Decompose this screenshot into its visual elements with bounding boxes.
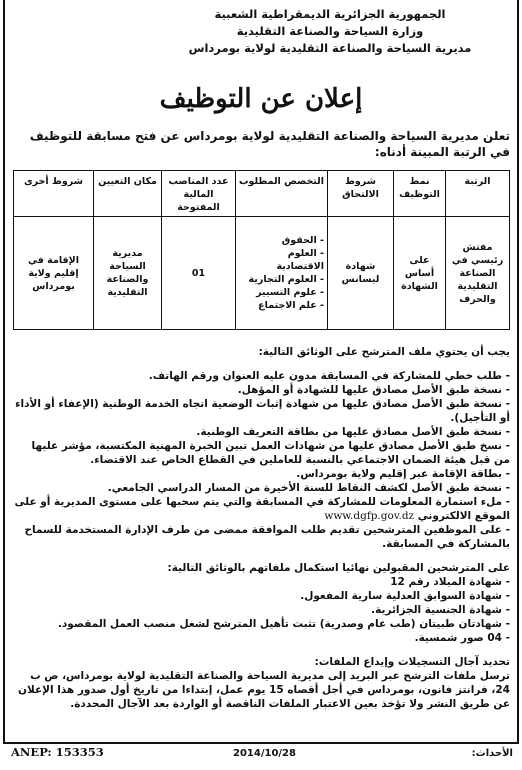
table-row [14, 217, 510, 330]
positions-table [13, 170, 510, 330]
list-item [12, 495, 510, 523]
specialty-item: الاقتصادية [276, 261, 324, 272]
cell-place: مديرية السياحة والصناعة التقليدية [94, 217, 162, 330]
anep-reference: ANEP: 153353 [11, 745, 104, 759]
newspaper-name: الأحداث: [471, 748, 513, 759]
list-item: - نسخة طبق الأصل مصادق عليها من شهادة إثبات الوضعية اتجاه الخدمة الوطنية (الإعفاء أو الأداء أو التأجيل). [15, 398, 510, 424]
header-republic: الجمهورية الجزائرية الديمقراطية الشعبية [214, 7, 446, 21]
page-title: إعلان عن التوظيف [159, 84, 363, 114]
cell-mode: على أساس الشهادة [394, 217, 446, 330]
list-item: - شهادة الميلاد رقم 12 [390, 576, 510, 588]
footer-bar [3, 742, 519, 770]
list-item: - طلب خطي للمشاركة في المسابقة مدون عليه العنوان ورقم الهاتف. [148, 370, 510, 382]
header-specialty: التخصص المطلوب [236, 171, 328, 217]
deadline-text: ترسل ملفات الترشح عبر البريد إلى مديرية السياحة والصناعة التقليدية لولاية بومرداس، ص ب 24، فرانتز فانون، بومرداس في أجل أقصاه 15 يوم عمل، إبتداءا من تاريخ أول صدور هذا الإعلان عن طريق النشر ولا تؤخذ بعين الاعتبار الملفات الناقصة أو الواردة بعد الآجال المحددة. [18, 670, 510, 710]
header-conditions: شروط الالتحاق [328, 171, 394, 217]
header-directorate: مديرية السياحة والصناعة التقليدية لولاية بومرداس [188, 41, 472, 55]
header-rank: الرتبة [446, 171, 510, 217]
specialty-item: - الحقوق [281, 235, 324, 246]
list-item: - نسخة طبق الأصل مصادق عليها للشهادة أو المؤهل. [237, 384, 510, 396]
deadline-heading: تحديد آجال التسجيلات وإيداع الملفات: [314, 656, 510, 668]
header-mode: نمط التوظيف [394, 171, 446, 217]
specialty-item: - العلوم التجارية [248, 274, 324, 285]
list-item: - على الموظفين المترشحين تقديم طلب الموافقة ممضى من طرف الإدارة المستخدمة للسماح بالمشاركة في المسابقة. [24, 524, 510, 550]
cell-conditions: شهادة ليسانس [328, 217, 394, 330]
list-item: - نسخة طبق الأصل مصادق عليها من بطاقة التعريف الوطنية. [196, 426, 510, 438]
intro-paragraph: تعلن مديرية السياحة والصناعة التقليدية لولاية بومرداس عن فتح مسابقة للتوظيف في الرتبة المبينة أدناه: [29, 129, 510, 159]
header-ministry: وزارة السياحة والصناعة التقليدية [236, 24, 424, 38]
cell-rank: مفتش رئيسي في الصناعة التقليدية والحرف [446, 217, 510, 330]
specialty-item: - علوم التسيير [256, 287, 324, 298]
final-docs-list [12, 575, 510, 645]
documents-heading: يجب أن يحتوي ملف المترشح على الوثائق التالية: [258, 346, 510, 358]
list-item: - 04 صور شمسية. [414, 632, 510, 644]
header-place: مكان التعيين [94, 171, 162, 217]
list-item: - شهادة السوابق العدلية سارية المفعول. [300, 590, 510, 602]
specialty-item: - علم الاجتماع [258, 300, 324, 311]
list-item: - شهادتان طبيتان (طب عام وصدرية) تثبت تأهيل المترشح لشغل منصب العمل المقصود. [57, 618, 510, 630]
list-item: - بطاقة الإقامة عبر إقليم ولاية بومرداس. [296, 468, 510, 480]
header-positions: عدد المناصب المالية المفتوحة [162, 171, 236, 217]
publication-date: 2014/10/28 [233, 748, 296, 759]
form-item-text: - ملء استمارة المعلومات للمشاركة في المسابقة والتي يتم سحبها على مستوى المديرية أو على الموقع الالكتروني [14, 496, 510, 522]
header-other: شروط أخرى [14, 171, 94, 217]
documents-list [12, 369, 510, 551]
list-item: - شهادة الجنسية الجزائرية. [371, 604, 510, 616]
cell-other: الإقامة في إقليم ولاية بومرداس [14, 217, 94, 330]
list-item: - نسخ طبق الأصل مصادق عليها من شهادات العمل تبين الخبرة المهنية المكتسبة، مؤشر عليها من قبل هيئة الضمان الاجتماعي بالنسبة للعاملين في القطاع الخاص عند الاقتضاء. [31, 440, 510, 466]
institution-header [160, 6, 500, 57]
cell-positions: 01 [162, 217, 236, 330]
website-link[interactable]: www.dgfp.gov.dz [324, 510, 415, 522]
table-header-row [14, 171, 510, 217]
cell-specialty [236, 217, 328, 330]
list-item: - نسخة طبق الأصل لكشف النقاط للسنة الأخيرة من المسار الدراسي الجامعي. [107, 482, 510, 494]
specialty-item: - العلوم [287, 248, 324, 259]
announcement-body [12, 345, 510, 711]
final-docs-heading: على المترشحين المقبولين نهائيا استكمال ملفاتهم بالوثائق التالية: [167, 562, 510, 574]
